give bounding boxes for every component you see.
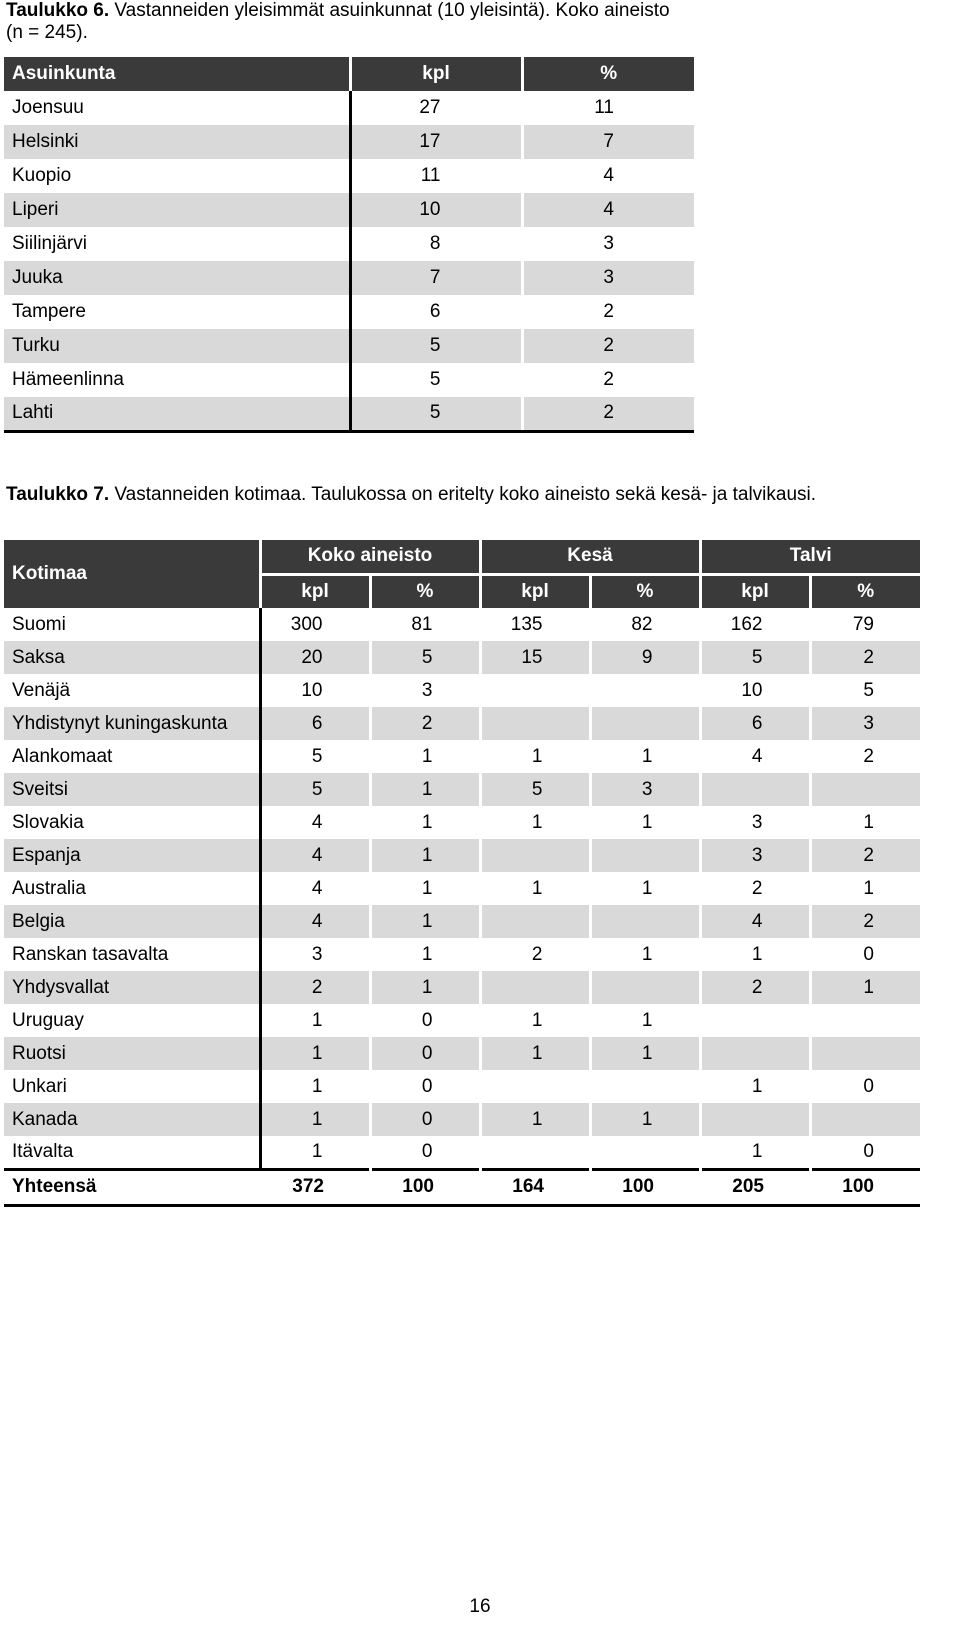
table-row — [4, 971, 920, 1004]
cell-asuinkunta: Tampere — [12, 301, 86, 322]
total-cell-koko-kpl: 372 — [260, 1169, 370, 1205]
cell-kesa-percent: 1 — [590, 872, 700, 905]
cell-asuinkunta: Joensuu — [12, 97, 84, 118]
cell-talvi-kpl: 3 — [700, 806, 810, 839]
table-row — [4, 1037, 920, 1070]
table7-sub-kpl: kpl — [260, 574, 370, 608]
cell-koko-kpl: 3 — [311, 943, 323, 965]
table6-caption-text: Vastanneiden yleisimmät asuinkunnat (10 yleisintä). Koko aineisto — [114, 0, 670, 21]
table7-sub-kpl: kpl — [480, 574, 590, 608]
total-cell-kesa-kpl: 164 — [480, 1169, 590, 1205]
table-row — [4, 1004, 920, 1037]
cell-talvi-percent: 3 — [810, 707, 920, 740]
table6-header-asuinkunta: Asuinkunta — [4, 57, 350, 91]
cell-country: Yhdysvallat — [4, 971, 260, 1004]
cell-kesa-kpl — [480, 674, 590, 707]
cell-koko-kpl: 4 — [311, 811, 323, 833]
table-row — [4, 261, 694, 295]
table6-header-row — [4, 57, 694, 91]
cell-koko-kpl: 20 — [260, 641, 370, 674]
cell-kpl: 6 — [350, 295, 522, 329]
cell-percent: 2 — [522, 397, 694, 431]
table-row — [4, 773, 920, 806]
cell-talvi-kpl: 5 — [700, 641, 810, 674]
cell-talvi-kpl: 162 — [700, 608, 810, 641]
table-row — [4, 608, 920, 641]
table-row — [4, 159, 694, 193]
cell-asuinkunta: Helsinki — [4, 125, 350, 159]
cell-country: Belgia — [4, 905, 260, 938]
cell-kesa-percent: 9 — [590, 641, 700, 674]
cell-kpl: 8 — [350, 227, 522, 261]
cell-kesa-kpl: 1 — [480, 806, 590, 839]
cell-kpl: 27 — [350, 91, 522, 125]
cell-talvi-percent: 5 — [810, 674, 920, 707]
cell-talvi-kpl: 6 — [700, 707, 810, 740]
cell-talvi-percent — [810, 773, 920, 806]
table-row — [4, 938, 920, 971]
cell-koko-kpl: 1 — [260, 1037, 370, 1070]
table-row — [4, 872, 920, 905]
cell-koko-kpl: 4 — [311, 877, 323, 899]
cell-kesa-percent — [590, 905, 700, 938]
cell-koko-percent: 1 — [370, 773, 480, 806]
cell-kesa-percent — [590, 1070, 700, 1103]
cell-koko-percent: 1 — [370, 971, 480, 1004]
cell-percent: 2 — [522, 329, 694, 363]
cell-country: Saksa — [4, 641, 260, 674]
cell-country: Ruotsi — [4, 1037, 260, 1070]
total-cell-kesa-percent: 100 — [590, 1169, 700, 1205]
cell-kesa-kpl: 1 — [480, 872, 590, 905]
cell-talvi-kpl: 2 — [700, 971, 810, 1004]
cell-koko-percent: 2 — [370, 707, 480, 740]
table-row — [4, 641, 920, 674]
cell-kesa-percent: 1 — [590, 1103, 700, 1136]
cell-kesa-percent: 1 — [590, 1004, 700, 1037]
cell-koko-kpl: 10 — [301, 679, 323, 701]
cell-talvi-percent: 2 — [810, 740, 920, 773]
table-row — [4, 1070, 920, 1103]
cell-talvi-percent — [810, 1004, 920, 1037]
cell-kesa-kpl: 2 — [480, 938, 590, 971]
table-row — [4, 193, 694, 227]
cell-talvi-percent: 0 — [810, 938, 920, 971]
table7-sub-percent: % — [810, 574, 920, 608]
cell-kesa-kpl — [480, 839, 590, 872]
table6-body — [4, 91, 694, 431]
cell-country: Espanja — [4, 839, 260, 872]
cell-kesa-kpl: 1 — [480, 1037, 590, 1070]
cell-kesa-percent — [590, 1136, 700, 1169]
cell-kesa-kpl: 15 — [480, 641, 590, 674]
cell-percent: 11 — [522, 91, 694, 125]
cell-koko-kpl: 1 — [260, 1103, 370, 1136]
cell-percent: 2 — [522, 295, 694, 329]
cell-percent: 7 — [522, 125, 694, 159]
cell-talvi-kpl — [700, 1004, 810, 1037]
cell-asuinkunta: Kuopio — [12, 165, 72, 186]
cell-country: Unkari — [4, 1070, 260, 1103]
page-number: 16 — [469, 1596, 491, 1617]
total-cell-talvi-percent: 100 — [810, 1169, 920, 1205]
table7-body — [4, 608, 920, 1205]
table-row — [4, 674, 920, 707]
cell-koko-kpl: 1 — [311, 1009, 323, 1031]
cell-talvi-kpl — [700, 1037, 810, 1070]
cell-koko-percent: 0 — [370, 1070, 480, 1103]
cell-koko-kpl: 5 — [311, 745, 323, 767]
cell-koko-percent: 3 — [370, 674, 480, 707]
cell-kesa-kpl — [480, 1136, 590, 1169]
cell-kpl: 5 — [350, 363, 522, 397]
cell-talvi-kpl: 10 — [700, 674, 810, 707]
cell-koko-percent: 0 — [370, 1004, 480, 1037]
total-cell-talvi-kpl: 205 — [700, 1169, 810, 1205]
table6-caption — [6, 0, 670, 44]
cell-koko-kpl: 1 — [311, 1140, 323, 1162]
table-row — [4, 1136, 920, 1169]
table7-total-row — [4, 1169, 920, 1205]
table7-caption-text: Vastanneiden kotimaa. Taulukossa on eritelty koko aineisto sekä kesä- ja talvikausi. — [114, 484, 817, 505]
table-row — [4, 839, 920, 872]
cell-country: Slovakia — [4, 806, 260, 839]
cell-talvi-kpl: 4 — [700, 740, 810, 773]
cell-kesa-kpl: 1 — [480, 740, 590, 773]
cell-kpl: 7 — [350, 261, 522, 295]
cell-country: Kanada — [4, 1103, 260, 1136]
cell-kesa-kpl: 1 — [480, 1004, 590, 1037]
table7-caption — [6, 484, 816, 506]
table-row — [4, 806, 920, 839]
table7-sub-percent: % — [590, 574, 700, 608]
cell-koko-kpl: 4 — [260, 905, 370, 938]
cell-talvi-percent: 1 — [810, 806, 920, 839]
cell-talvi-percent: 2 — [810, 641, 920, 674]
cell-talvi-kpl: 2 — [700, 872, 810, 905]
cell-percent: 3 — [522, 261, 694, 295]
cell-kesa-kpl — [480, 971, 590, 1004]
cell-kesa-percent: 82 — [590, 608, 700, 641]
cell-kesa-percent: 1 — [590, 806, 700, 839]
table-row — [4, 295, 694, 329]
cell-koko-percent: 1 — [370, 872, 480, 905]
table7 — [4, 540, 920, 1207]
cell-koko-kpl: 6 — [260, 707, 370, 740]
table-row — [4, 363, 694, 397]
cell-koko-kpl: 4 — [260, 839, 370, 872]
cell-asuinkunta: Lahti — [4, 397, 350, 431]
cell-koko-kpl: 2 — [260, 971, 370, 1004]
table-row — [4, 707, 920, 740]
cell-country: Sveitsi — [4, 773, 260, 806]
table7-caption-label: Taulukko 7. — [6, 484, 110, 505]
cell-percent: 3 — [522, 227, 694, 261]
cell-talvi-kpl: 1 — [700, 938, 810, 971]
table6-caption-label: Taulukko 6. — [6, 0, 110, 21]
table7-group-talvi: Talvi — [700, 540, 920, 574]
cell-koko-kpl: 5 — [260, 773, 370, 806]
cell-kesa-kpl — [480, 1070, 590, 1103]
table6-header-percent: % — [522, 57, 694, 91]
cell-asuinkunta: Liperi — [4, 193, 350, 227]
cell-country: Ranskan tasavalta — [4, 938, 260, 971]
cell-koko-percent: 1 — [370, 938, 480, 971]
cell-koko-kpl: 1 — [311, 1075, 323, 1097]
cell-country: Venäjä — [4, 674, 260, 707]
cell-koko-kpl: 300 — [290, 613, 323, 635]
cell-percent: 2 — [522, 363, 694, 397]
cell-talvi-percent: 2 — [810, 839, 920, 872]
cell-talvi-percent — [810, 1037, 920, 1070]
cell-kesa-percent: 1 — [590, 1037, 700, 1070]
table-row — [4, 1103, 920, 1136]
table6-header-kpl: kpl — [350, 57, 522, 91]
cell-koko-percent: 0 — [370, 1103, 480, 1136]
cell-kpl: 5 — [350, 329, 522, 363]
cell-kesa-kpl: 135 — [480, 608, 590, 641]
cell-koko-percent: 1 — [370, 839, 480, 872]
cell-kesa-percent — [590, 707, 700, 740]
cell-country: Yhdistynyt kuningaskunta — [4, 707, 260, 740]
cell-kesa-kpl — [480, 707, 590, 740]
cell-talvi-percent: 79 — [810, 608, 920, 641]
cell-koko-percent: 5 — [370, 641, 480, 674]
table-row — [4, 397, 694, 431]
cell-talvi-percent: 0 — [810, 1070, 920, 1103]
cell-percent: 4 — [522, 193, 694, 227]
cell-talvi-percent: 0 — [810, 1136, 920, 1169]
table-row — [4, 740, 920, 773]
cell-talvi-kpl: 3 — [700, 839, 810, 872]
cell-country: Uruguay — [4, 1004, 260, 1037]
cell-koko-percent: 0 — [370, 1136, 480, 1169]
cell-talvi-kpl: 1 — [700, 1070, 810, 1103]
table6 — [4, 57, 694, 433]
cell-talvi-percent: 2 — [810, 905, 920, 938]
cell-asuinkunta: Siilinjärvi — [12, 233, 87, 254]
cell-talvi-kpl — [700, 1103, 810, 1136]
cell-koko-percent: 0 — [370, 1037, 480, 1070]
cell-kpl: 10 — [350, 193, 522, 227]
table7-sub-percent: % — [370, 574, 480, 608]
cell-kesa-percent — [590, 971, 700, 1004]
table7-header-row — [4, 540, 920, 574]
cell-kpl: 17 — [350, 125, 522, 159]
total-cell-koko-percent: 100 — [370, 1169, 480, 1205]
cell-koko-percent: 1 — [370, 905, 480, 938]
cell-kesa-percent — [590, 674, 700, 707]
cell-koko-percent: 1 — [370, 740, 480, 773]
cell-kesa-kpl — [480, 905, 590, 938]
table-row — [4, 125, 694, 159]
cell-talvi-kpl — [700, 773, 810, 806]
cell-talvi-percent: 1 — [810, 971, 920, 1004]
cell-kpl: 5 — [350, 397, 522, 431]
cell-koko-percent: 1 — [370, 806, 480, 839]
cell-talvi-percent: 1 — [810, 872, 920, 905]
table7-sub-kpl: kpl — [700, 574, 810, 608]
cell-kesa-percent: 3 — [590, 773, 700, 806]
table7-header-kotimaa: Kotimaa — [4, 540, 260, 608]
cell-talvi-kpl: 4 — [700, 905, 810, 938]
table-row — [4, 91, 694, 125]
cell-country: Australia — [4, 872, 260, 905]
cell-kesa-kpl: 5 — [480, 773, 590, 806]
cell-talvi-percent — [810, 1103, 920, 1136]
cell-koko-percent: 81 — [370, 608, 480, 641]
cell-asuinkunta: Juuka — [4, 261, 350, 295]
cell-country: Alankomaat — [4, 740, 260, 773]
table7-group-kesa: Kesä — [480, 540, 700, 574]
cell-country: Itävalta — [4, 1136, 260, 1169]
total-label: Yhteensä — [4, 1169, 260, 1205]
cell-kpl: 11 — [350, 159, 522, 193]
table-row — [4, 329, 694, 363]
cell-kesa-percent — [590, 839, 700, 872]
cell-kesa-percent: 1 — [590, 938, 700, 971]
cell-kesa-kpl: 1 — [480, 1103, 590, 1136]
cell-country: Suomi — [4, 608, 260, 641]
cell-talvi-kpl: 1 — [700, 1136, 810, 1169]
cell-kesa-percent: 1 — [590, 740, 700, 773]
cell-asuinkunta: Hämeenlinna — [12, 369, 124, 390]
table7-group-koko: Koko aineisto — [260, 540, 480, 574]
table-row — [4, 905, 920, 938]
cell-percent: 4 — [522, 159, 694, 193]
table-row — [4, 227, 694, 261]
table6-caption-line2: (n = 245). — [6, 22, 88, 43]
cell-asuinkunta: Turku — [4, 329, 350, 363]
